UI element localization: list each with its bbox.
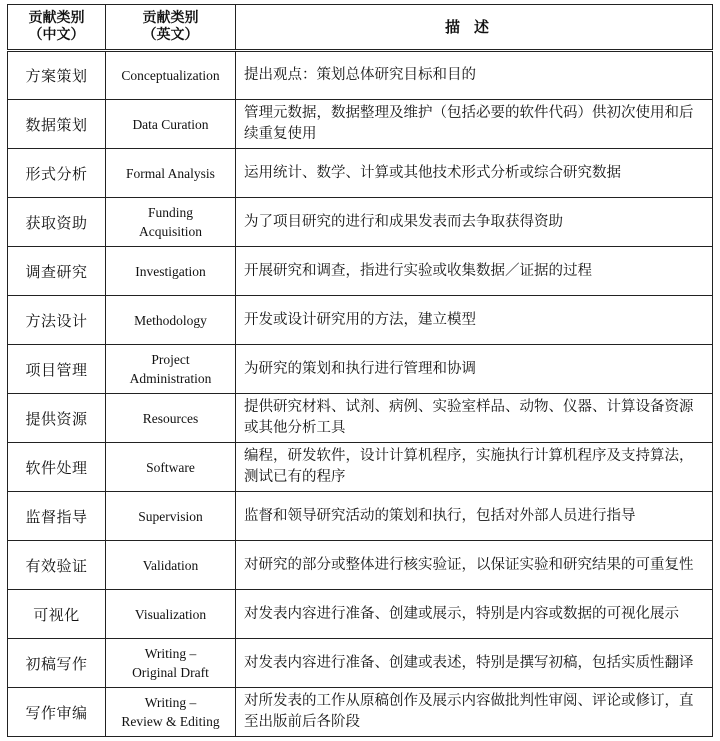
category-zh-cell: 获取资助 bbox=[8, 198, 106, 247]
header-category-zh-line2: （中文） bbox=[28, 27, 85, 43]
category-en-line: Resources bbox=[142, 410, 199, 426]
category-en-line: Formal Analysis bbox=[126, 165, 215, 181]
header-category-zh-line1: 贡献类别 bbox=[28, 10, 85, 26]
description-cell: 编程，研发软件，设计计算机程序，实施执行计算机程序及支持算法，测试已有的程序 bbox=[236, 443, 713, 492]
category-en-cell bbox=[106, 492, 236, 541]
table-row bbox=[8, 51, 713, 100]
category-zh-cell: 有效验证 bbox=[8, 541, 106, 590]
table-row bbox=[8, 639, 713, 688]
description-cell: 开展研究和调查，指进行实验或收集数据／证据的过程 bbox=[236, 247, 713, 296]
category-en-line: Software bbox=[146, 459, 195, 475]
table-row bbox=[8, 247, 713, 296]
category-en-cell bbox=[106, 149, 236, 198]
category-zh-cell: 写作审编 bbox=[8, 688, 106, 737]
category-en-line: Investigation bbox=[135, 263, 206, 279]
table-row bbox=[8, 443, 713, 492]
table-row bbox=[8, 296, 713, 345]
category-en-cell bbox=[106, 247, 236, 296]
category-en-line: Original Draft bbox=[132, 665, 209, 680]
description-cell: 对发表内容进行准备、创建或表述，特别是撰写初稿，包括实质性翻译 bbox=[236, 639, 713, 688]
category-en-cell bbox=[106, 296, 236, 345]
description-cell: 为了项目研究的进行和成果发表而去争取获得资助 bbox=[236, 198, 713, 247]
table-row bbox=[8, 394, 713, 443]
category-zh-cell: 方案策划 bbox=[8, 51, 106, 100]
category-zh-cell: 监督指导 bbox=[8, 492, 106, 541]
category-zh-cell: 提供资源 bbox=[8, 394, 106, 443]
category-en-line: Review & Editing bbox=[121, 714, 220, 729]
table-row bbox=[8, 590, 713, 639]
category-en-line: Supervision bbox=[138, 508, 203, 524]
category-en-cell bbox=[106, 639, 236, 688]
category-en-line: Data Curation bbox=[132, 116, 209, 132]
table-row bbox=[8, 541, 713, 590]
category-en-cell bbox=[106, 198, 236, 247]
contribution-table bbox=[7, 4, 713, 737]
table-row bbox=[8, 100, 713, 149]
category-zh-cell: 调查研究 bbox=[8, 247, 106, 296]
header-category-zh bbox=[8, 5, 106, 51]
category-en-cell bbox=[106, 541, 236, 590]
description-cell: 对研究的部分或整体进行核实验证，以保证实验和研究结果的可重复性 bbox=[236, 541, 713, 590]
category-zh-cell: 软件处理 bbox=[8, 443, 106, 492]
category-en-line: Acquisition bbox=[139, 224, 202, 239]
header-description: 描述 bbox=[236, 5, 713, 51]
category-en-line: Conceptualization bbox=[121, 68, 220, 83]
category-en-cell bbox=[106, 590, 236, 639]
category-en-cell bbox=[106, 394, 236, 443]
category-zh-cell: 数据策划 bbox=[8, 100, 106, 149]
category-en-line: Project bbox=[151, 352, 190, 367]
description-cell: 提出观点：策划总体研究目标和目的 bbox=[236, 51, 713, 100]
category-en-cell bbox=[106, 443, 236, 492]
category-en-line: Writing – bbox=[144, 695, 197, 710]
category-en-line: Methodology bbox=[134, 312, 207, 328]
description-cell: 对发表内容进行准备、创建或展示，特别是内容或数据的可视化展示 bbox=[236, 590, 713, 639]
header-category-en bbox=[106, 5, 236, 51]
table-row bbox=[8, 345, 713, 394]
header-category-en-line2: （英文） bbox=[142, 27, 199, 43]
table-header bbox=[8, 5, 713, 51]
category-en-cell bbox=[106, 345, 236, 394]
header-category-en-line1: 贡献类别 bbox=[142, 10, 199, 26]
category-zh-cell: 形式分析 bbox=[8, 149, 106, 198]
category-en-line: Funding bbox=[147, 205, 193, 220]
table-body bbox=[8, 51, 713, 737]
category-en-line: Writing – bbox=[144, 646, 197, 661]
category-en-line: Visualization bbox=[134, 606, 207, 622]
table-row bbox=[8, 688, 713, 737]
category-zh-cell: 可视化 bbox=[8, 590, 106, 639]
description-cell: 监督和领导研究活动的策划和执行，包括对外部人员进行指导 bbox=[236, 492, 713, 541]
category-en-cell bbox=[106, 51, 236, 100]
description-cell: 管理元数据，数据整理及维护（包括必要的软件代码）供初次使用和后续重复使用 bbox=[236, 100, 713, 149]
description-cell: 为研究的策划和执行进行管理和协调 bbox=[236, 345, 713, 394]
description-cell: 提供研究材料、试剂、病例、实验室样品、动物、仪器、计算设备资源或其他分析工具 bbox=[236, 394, 713, 443]
category-zh-cell: 初稿写作 bbox=[8, 639, 106, 688]
table-row bbox=[8, 198, 713, 247]
category-zh-cell: 方法设计 bbox=[8, 296, 106, 345]
category-en-cell bbox=[106, 688, 236, 737]
header-row bbox=[8, 5, 713, 51]
category-en-cell bbox=[106, 100, 236, 149]
category-en-line: Administration bbox=[129, 371, 212, 386]
table-row bbox=[8, 492, 713, 541]
category-zh-cell: 项目管理 bbox=[8, 345, 106, 394]
description-cell: 运用统计、数学、计算或其他技术形式分析或综合研究数据 bbox=[236, 149, 713, 198]
category-en-line: Validation bbox=[142, 557, 199, 573]
description-cell: 开发或设计研究用的方法，建立模型 bbox=[236, 296, 713, 345]
description-cell: 对所发表的工作从原稿创作及展示内容做批判性审阅、评论或修订，直至出版前后各阶段 bbox=[236, 688, 713, 737]
table-row bbox=[8, 149, 713, 198]
